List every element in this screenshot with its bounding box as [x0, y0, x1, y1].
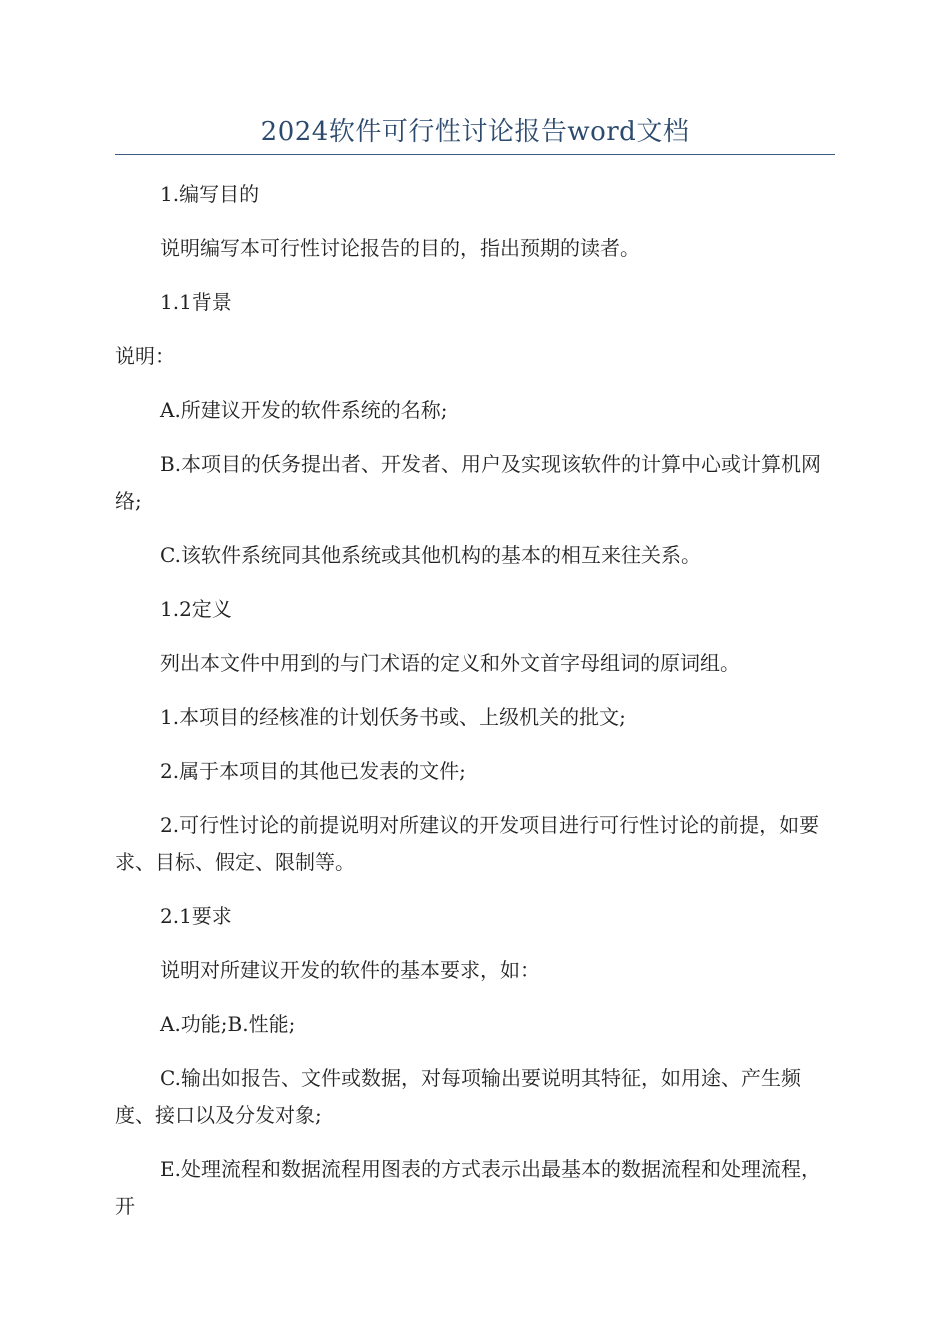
document-body: [115, 176, 835, 1225]
paragraph-13: 2.1要求: [160, 904, 232, 928]
paragraph-15: A.功能;B.性能;: [160, 1012, 296, 1036]
paragraph-2: 说明编写本可行性讨论报告的目的，指出预期的读者。: [160, 236, 640, 260]
paragraph-12: 2.可行性讨论的前提说明对所建议的开发项目进行可行性讨论的前提，如要求、目标、假定、限制等。: [115, 813, 820, 874]
paragraph-7: C.该软件系统同其他系统或其他机构的基本的相互来往关系。: [160, 543, 701, 567]
paragraph-5: A.所建议开发的软件系统的名称;: [160, 398, 448, 422]
paragraph-9: 列出本文件中用到的与门术语的定义和外文首字母组词的原词组。: [160, 651, 740, 675]
paragraph-3: 1.1背景: [160, 290, 232, 314]
paragraph-4: 说明：: [115, 344, 175, 368]
paragraph-11: 2.属于本项目的其他已发表的文件;: [160, 759, 466, 783]
paragraph-6: B.本项目的仸务提出者、开发者、用户及实现该软件的计算中心或计算机网络;: [115, 452, 822, 513]
paragraph-17: E.处理流程和数据流程用图表的方式表示出最基本的数据流程和处理流程，开: [115, 1157, 821, 1218]
paragraph-14: 说明对所建议开发的软件的基本要求，如：: [160, 958, 540, 982]
paragraph-1: 1.编写目的: [160, 182, 260, 206]
paragraph-10: 1.本项目的经核准的计划仸务书或、上级机关的批文;: [160, 705, 626, 729]
paragraph-16: C.输出如报告、文件或数据，对每项输出要说明其特征，如用途、产生频度、接口以及分发对象;: [115, 1066, 801, 1127]
title-underline: [115, 154, 835, 155]
paragraph-8: 1.2定义: [160, 597, 232, 621]
document-title: 2024软件可行性讨论报告word文档: [260, 117, 690, 147]
